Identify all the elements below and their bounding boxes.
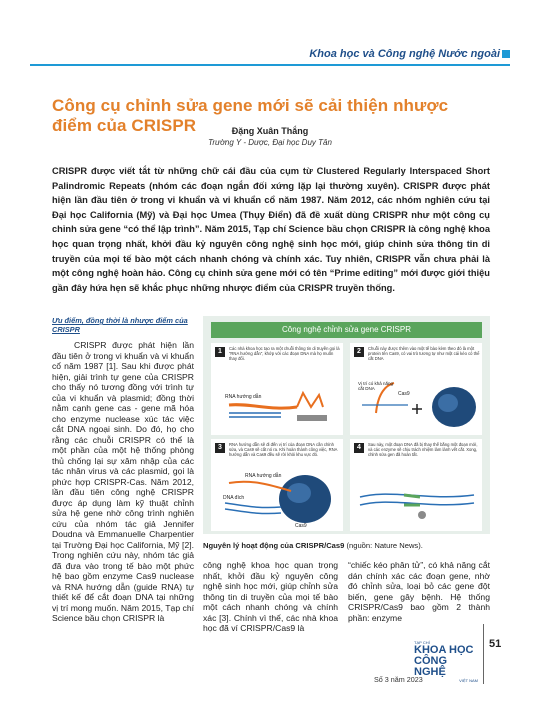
author-name: Đặng Xuân Thắng xyxy=(231,126,309,136)
section-subheading: Ưu điểm, đồng thời là nhược điểm của CRISPR xyxy=(52,316,188,334)
panel-label: RNA hướng dẫn xyxy=(225,394,262,400)
journal-logo xyxy=(414,640,478,684)
panel-text: Các nhà khoa học tạo ra một chuỗi thông tin di truyền gọi là “RNA hướng dẫn”, khớp với các đoạn DNA mà họ muốn thay đổi. xyxy=(229,346,340,362)
body-text-col2: công nghệ khoa học quan trọng nhất, khởi đầu kỷ nguyên công nghệ sinh học mới, giúp chỉnh sửa thông tin di truyền của mọi tế bào một cách nhanh chóng và chính xác [3]. Chính vì thế, các nhà khoa học đã ví CRISPR/Cas9 là xyxy=(203,560,338,633)
logo-top-text: TẠP CHÍ xyxy=(414,640,430,645)
body-text-col1: CRISPR được phát hiện lần đầu tiên ở trong vi khuẩn và vi khuẩn cổ năm 1987 [1]. Sau khi được phát hiện, giải trình tự gene của CRISPR cho thấy nó tương đồng với trình tự của vi khuẩn và plasmid; đồng thời nằm cạnh gene cas - gene mã hóa cho enzyme nuclease xúc tác việc cắt DNA ngoại sinh. Do đó, họ cho rằng các chuỗi CRISPR có thể là một phần của một hệ thống phòng thủ chống lại sự xâm nhập của các tác nhân virus và các plasmid, gọi là phức hợp CRISPR-Cas. Năm 2012, lần đầu tiên công nghệ CRISPR được áp dụng làm kỹ thuật chỉnh sửa hệ gene nhờ công trình nghiên cứu của nhóm tác giả Jennifer Doudna và Emmanuelle Charpentier tại Trường Đại học California, Mỹ [2]. Trong nghiên cứu này, nhóm tác giả đã đưa vào trong tế bào một phức hệ bao gồm enzyme Cas9 nuclease và RNA hướng dẫn (guide RNA) tự thiết kế để cắt đoạn DNA tại những vị trí mong muốn. Năm 2015, Tạp chí Science bầu chọn CRISPR là xyxy=(52,340,194,623)
panel-label: DNA đích xyxy=(223,495,245,501)
panel-label: Cas9 xyxy=(398,391,410,397)
section-label: Khoa học và Công nghệ Nước ngoài xyxy=(309,48,500,60)
panel-text: Sau này, một đoạn DNA đã bị thay thế bằng một đoạn mới, và các enzyme sẽ chịu trách nhiệm làm lành vết cắt. Xong, chỉnh sửa gen đã hoàn tất. xyxy=(368,442,478,458)
panel-text: RNA hướng dẫn sẽ đi đến vị trí của đoạn DNA cần chỉnh sửa, và Cas9 sẽ cắt nó ra. Khi hoàn thành công việc, RNA hướng dẫn và Cas9 đều sẽ rời khỏi khu vực đó. xyxy=(229,442,338,458)
caption-title: Nguyên lý hoạt động của CRISPR/Cas9 xyxy=(203,541,345,550)
crispr-figure xyxy=(203,316,490,534)
footer-divider xyxy=(483,624,484,684)
logo-country: VIỆT NAM xyxy=(459,678,478,683)
panel-label: RNA hướng dẫn xyxy=(245,473,282,479)
column-3 xyxy=(348,560,490,623)
article-title: Công cụ chỉnh sửa gene mới sẽ cải thiện nhược điểm của CRISPR xyxy=(52,96,449,135)
panel-number: 1 xyxy=(215,347,225,357)
figure-panel-1 xyxy=(211,343,343,435)
figure-panel-4 xyxy=(350,439,482,531)
figure-caption xyxy=(203,541,490,550)
section-marker-icon xyxy=(502,50,510,58)
figure-panel-3 xyxy=(211,439,343,531)
panel-number: 3 xyxy=(215,443,225,453)
author-affiliation: Trường Y - Dược, Đại học Duy Tân xyxy=(208,138,332,147)
figure-banner: Công nghệ chỉnh sửa gene CRISPR xyxy=(211,322,482,338)
header-rule xyxy=(30,64,510,66)
dna-repair-illustration xyxy=(350,439,482,531)
body-text-col3: “chiếc kéo phân tử”, có khả năng cắt dán chính xác các đoạn gene, nhờ đó chỉnh sửa, loại bỏ các gene đột biến, gene gây bệnh. Hệ thống CRISPR/Cas9 bao gồm 2 thành phần: enzyme xyxy=(348,560,490,623)
panel-number: 2 xyxy=(354,347,364,357)
column-1 xyxy=(52,316,194,624)
panel-number: 4 xyxy=(354,443,364,453)
caption-source: (nguồn: Nature News). xyxy=(344,541,423,550)
panel-label: Vị trí có khả năng cắt DNA xyxy=(358,381,394,391)
guide-rna-illustration xyxy=(211,343,343,435)
column-2 xyxy=(203,560,338,634)
abstract: CRISPR được viết tắt từ những chữ cái đầu của cụm từ Clustered Regularly Interspaced Short Palindromic Repeats (nhóm các đoạn ngắn đối xứng lặp lại thường xuyên). CRISPR được phát hiện lần đầu tiên ở trong vi khuẩn và vi khuẩn cổ năm 1987. Năm 2012, các nhóm nghiên cứu tại Đại học California (Mỹ) và Đại học Umea (Thụy Điển) đã đề xuất dùng CRISPR như một công cụ chỉnh sửa gene “có thể lập trình”. Năm 2015, Tạp chí Science bầu chọn CRISPR là công nghệ khoa học quan trọng nhất, khởi đầu kỷ nguyên công nghệ sinh học mới, giúp chỉnh sửa thông tin di truyền của mọi tế bào một cách nhanh chóng và chính xác. Tuy nhiên, CRISPR vẫn chưa phải là một công nghệ hoàn hảo. Công cụ chỉnh sửa gene mới có tên “Prime editing” mới được giới thiệu gần đây hứa hẹn sẽ khắc phục những nhược điểm của CRISPR truyền thống. xyxy=(52,166,490,293)
page-number: 51 xyxy=(489,638,502,650)
logo-line-1: KHOA HỌC xyxy=(414,644,474,656)
figure-panel-2 xyxy=(350,343,482,435)
panel-label: Cas9 xyxy=(295,523,307,529)
issue-number: Số 3 năm 2023 xyxy=(374,675,423,684)
logo-line-2: CÔNG NGHỆ xyxy=(414,655,447,678)
dna-cut-illustration xyxy=(211,439,343,531)
panel-text: Chuỗi này được thêm vào một tế bào kèm theo đó là một protein tên Cas9, có vai trò tương tự như một cái kéo có thể cắt DNA xyxy=(368,346,480,362)
